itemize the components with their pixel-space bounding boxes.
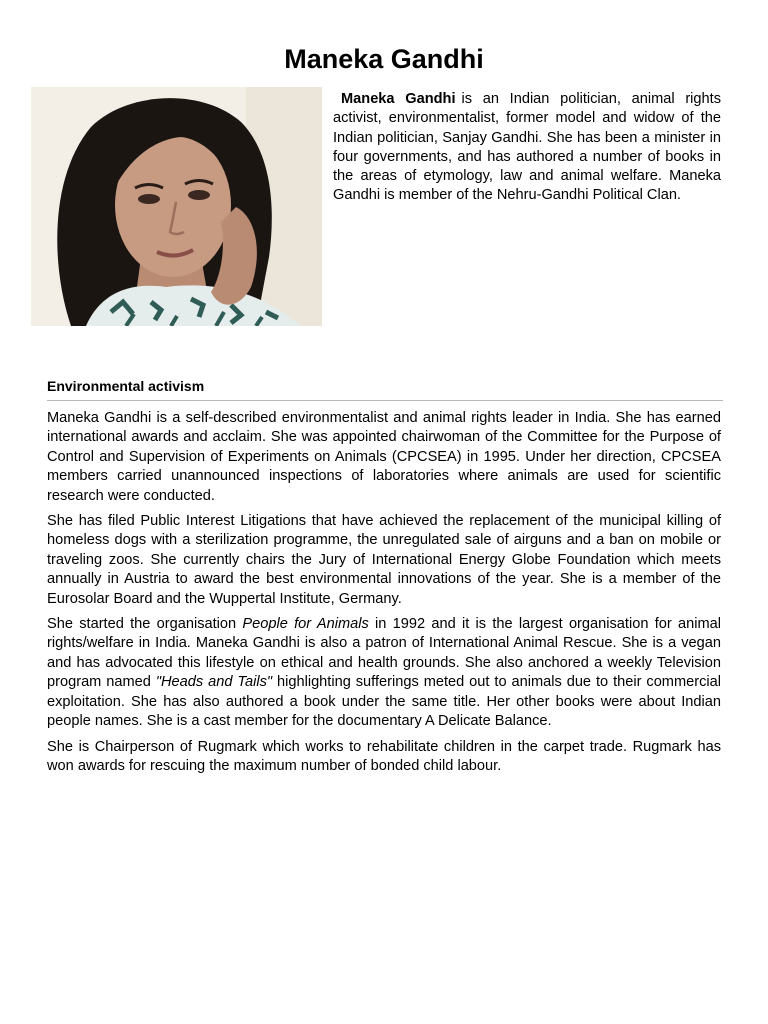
show-name: "Heads and Tails" <box>155 674 273 691</box>
intro-paragraph <box>333 90 721 206</box>
paragraph-3 <box>47 615 721 731</box>
intro-text: is an Indian politician, animal rights activist, environmentalist, former model and widow of the Indian politician, Sanjay Gandhi. She has been a minister in four governments, and has authored a number of books in the areas of etymology, law and animal welfare. Maneka Gandhi is member of the Nehru-Gandhi Political Clan. <box>333 91 722 204</box>
section-body <box>47 409 721 782</box>
paragraph-4: She is Chairperson of Rugmark which works to rehabilitate children in the carpet trade. Rugmark has won awards for rescuing the maximum number of bonded child labour. <box>47 738 721 774</box>
portrait-icon <box>31 87 322 326</box>
page-title: Maneka Gandhi <box>284 44 484 74</box>
intro-name: Maneka Gandhi <box>341 91 456 107</box>
paragraph-2: She has filed Public Interest Litigations that have achieved the replacement of the municipal killing of homeless dogs with a sterilization programme, the unregulated sale of airguns and a ban on mobile or traveling zoos. She currently chairs the Jury of International Energy Globe Foundation which meets annually in Austria to award the best environmental innovations of the year. She is a member of the Eurosolar Board and the Wuppertal Institute, Germany. <box>47 513 721 607</box>
paragraph-3-part-b: in 1992 and it is the largest organisation for animal rights/welfare in India. Maneka Gandhi is also a patron of International Animal Rescue. She is a vegan and has advocated this lifestyle on ethical and health grounds. She also anchored a weekly Television program named <box>47 616 721 691</box>
portrait-photo <box>31 87 322 326</box>
paragraph-3-part-a: She started the organisation <box>47 616 243 633</box>
paragraph-1: Maneka Gandhi is a self-described environmentalist and animal rights leader in India. She has earned international awards and acclaim. She was appointed chairwoman of the Committee for the Purpose of Control and Supervision of Experiments on Animals (CPCSEA) in 1995. Under her direction, CPCSEA members carried unannounced inspections of laboratories where animals are used for scientific research were conducted. <box>47 410 721 504</box>
paragraph-3-part-c: highlighting sufferings meted out to animals due to their commercial exploitation. She has also authored a book under the same title. Her other books were about Indian people names. She is a cast member for the documentary A Delicate Balance. <box>47 674 721 730</box>
org-name: People for Animals <box>242 616 369 633</box>
section-heading: Environmental activism <box>47 378 723 401</box>
